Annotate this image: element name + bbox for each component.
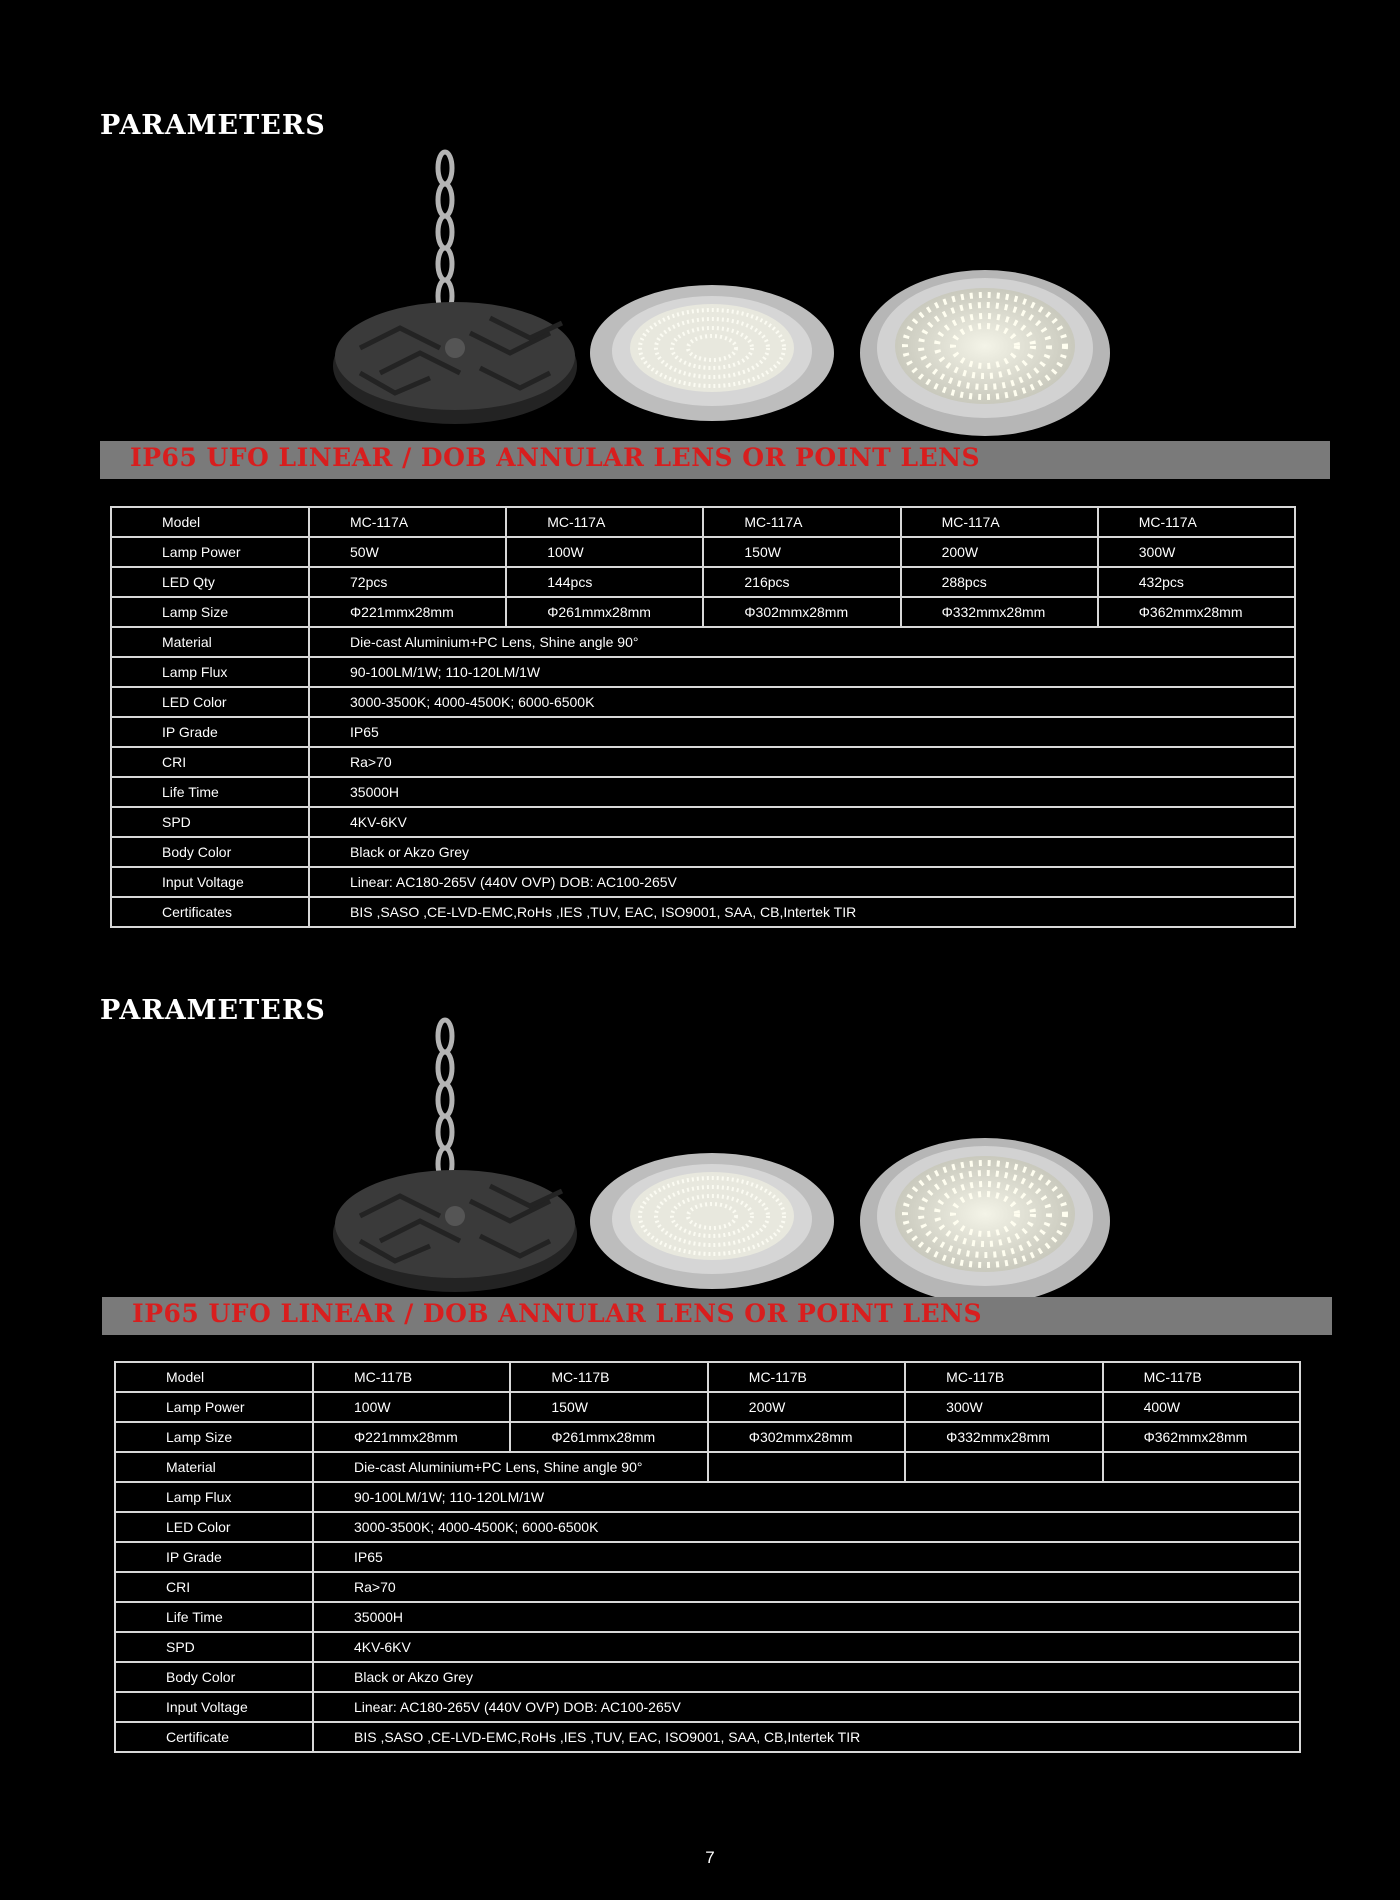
table-cell: MC-117B: [708, 1362, 905, 1392]
empty-cell: [708, 1452, 905, 1482]
empty-cell: [905, 1452, 1102, 1482]
section-heading: PARAMETERS: [100, 110, 326, 141]
table-cell: 90-100LM/1W; 110-120LM/1W: [309, 657, 1295, 687]
spec-table: [114, 1361, 1301, 1753]
table-cell: Φ302mmx28mm: [708, 1422, 905, 1452]
table-cell: MC-117B: [1103, 1362, 1300, 1392]
table-cell: Ra>70: [313, 1572, 1300, 1602]
table-cell: Linear: AC180-265V (440V OVP) DOB: AC100-265V: [313, 1692, 1300, 1722]
table-row: [115, 1632, 1300, 1662]
table-row: [111, 597, 1295, 627]
table-row: [111, 777, 1295, 807]
table-cell: 200W: [901, 537, 1098, 567]
table-cell: IP65: [313, 1542, 1300, 1572]
table-row: [111, 867, 1295, 897]
product-title: IP65 UFO LINEAR / DOB ANNULAR LENS OR POINT LENS: [132, 1299, 983, 1328]
ufo-lamp-product-image: [300, 148, 1150, 438]
table-cell: 50W: [309, 537, 506, 567]
table-cell: Φ362mmx28mm: [1098, 597, 1295, 627]
row-label: CRI: [111, 747, 309, 777]
row-label: Lamp Power: [115, 1392, 313, 1422]
row-label: Material: [115, 1452, 313, 1482]
row-label: Lamp Power: [111, 537, 309, 567]
table-row: [111, 717, 1295, 747]
row-label: Model: [115, 1362, 313, 1392]
table-row: [111, 627, 1295, 657]
table-cell: MC-117A: [309, 507, 506, 537]
table-row: [111, 657, 1295, 687]
table-cell: Φ302mmx28mm: [703, 597, 900, 627]
table-cell: 35000H: [313, 1602, 1300, 1632]
table-cell: Black or Akzo Grey: [309, 837, 1295, 867]
row-label: Life Time: [115, 1602, 313, 1632]
empty-cell: [1103, 1452, 1300, 1482]
table-row: [115, 1422, 1300, 1452]
table-cell: 100W: [313, 1392, 510, 1422]
table-row: [115, 1692, 1300, 1722]
table-cell: 3000-3500K; 4000-4500K; 6000-6500K: [309, 687, 1295, 717]
row-label: Certificate: [115, 1722, 313, 1752]
row-label: LED Color: [115, 1512, 313, 1542]
table-cell: 100W: [506, 537, 703, 567]
row-label: IP Grade: [115, 1542, 313, 1572]
table-row: [115, 1572, 1300, 1602]
table-row: [111, 897, 1295, 927]
table-row: [115, 1392, 1300, 1422]
row-label: SPD: [115, 1632, 313, 1662]
table-cell: Φ261mmx28mm: [510, 1422, 707, 1452]
table-cell: Φ221mmx28mm: [309, 597, 506, 627]
table-row: [115, 1662, 1300, 1692]
table-row: [115, 1362, 1300, 1392]
table-cell: BIS ,SASO ,CE-LVD-EMC,RoHs ,IES ,TUV, EAC, ISO9001, SAA, CB,Intertek TIR: [309, 897, 1295, 927]
row-label: Input Voltage: [111, 867, 309, 897]
table-cell: BIS ,SASO ,CE-LVD-EMC,RoHs ,IES ,TUV, EAC, ISO9001, SAA, CB,Intertek TIR: [313, 1722, 1300, 1752]
table-cell: MC-117A: [506, 507, 703, 537]
row-label: CRI: [115, 1572, 313, 1602]
product-title-band: [100, 441, 1330, 479]
table-cell: Φ362mmx28mm: [1103, 1422, 1300, 1452]
table-cell: MC-117B: [905, 1362, 1102, 1392]
row-label: IP Grade: [111, 717, 309, 747]
row-label: Certificates: [111, 897, 309, 927]
table-cell: MC-117A: [703, 507, 900, 537]
table-cell: 200W: [708, 1392, 905, 1422]
table-cell: 400W: [1103, 1392, 1300, 1422]
table-row: [111, 807, 1295, 837]
table-cell: 35000H: [309, 777, 1295, 807]
table-row: [115, 1482, 1300, 1512]
table-cell: 4KV-6KV: [313, 1632, 1300, 1662]
table-cell: Die-cast Aluminium+PC Lens, Shine angle 90°: [313, 1452, 708, 1482]
row-label: Lamp Flux: [115, 1482, 313, 1512]
row-label: Lamp Size: [115, 1422, 313, 1452]
table-cell: 150W: [510, 1392, 707, 1422]
table-row: [111, 687, 1295, 717]
table-row: [115, 1512, 1300, 1542]
table-cell: 300W: [1098, 537, 1295, 567]
table-row: [111, 537, 1295, 567]
row-label: Material: [111, 627, 309, 657]
table-row: [115, 1722, 1300, 1752]
table-cell: 144pcs: [506, 567, 703, 597]
table-cell: 432pcs: [1098, 567, 1295, 597]
table-row: [115, 1602, 1300, 1632]
table-row: [115, 1542, 1300, 1572]
table-cell: MC-117B: [313, 1362, 510, 1392]
table-cell: 4KV-6KV: [309, 807, 1295, 837]
page-number: 7: [705, 1848, 715, 1867]
table-row: [111, 567, 1295, 597]
table-row: [111, 837, 1295, 867]
table-cell: 150W: [703, 537, 900, 567]
table-cell: Black or Akzo Grey: [313, 1662, 1300, 1692]
table-cell: Φ221mmx28mm: [313, 1422, 510, 1452]
section-heading: PARAMETERS: [100, 995, 326, 1026]
table-row: [111, 747, 1295, 777]
table-cell: IP65: [309, 717, 1295, 747]
row-label: LED Color: [111, 687, 309, 717]
row-label: Life Time: [111, 777, 309, 807]
row-label: Lamp Flux: [111, 657, 309, 687]
table-cell: 72pcs: [309, 567, 506, 597]
row-label: SPD: [111, 807, 309, 837]
table-cell: 90-100LM/1W; 110-120LM/1W: [313, 1482, 1300, 1512]
spec-table: [110, 506, 1296, 928]
row-label: Body Color: [115, 1662, 313, 1692]
table-cell: MC-117A: [901, 507, 1098, 537]
row-label: Input Voltage: [115, 1692, 313, 1722]
table-cell: Φ332mmx28mm: [901, 597, 1098, 627]
product-title: IP65 UFO LINEAR / DOB ANNULAR LENS OR POINT LENS: [130, 443, 981, 472]
table-cell: MC-117A: [1098, 507, 1295, 537]
table-cell: MC-117B: [510, 1362, 707, 1392]
table-cell: Φ261mmx28mm: [506, 597, 703, 627]
product-title-band: [102, 1297, 1332, 1335]
table-cell: Die-cast Aluminium+PC Lens, Shine angle 90°: [309, 627, 1295, 657]
table-cell: 216pcs: [703, 567, 900, 597]
row-label: Lamp Size: [111, 597, 309, 627]
table-cell: Ra>70: [309, 747, 1295, 777]
row-label: Model: [111, 507, 309, 537]
table-row: [115, 1452, 1300, 1482]
ufo-lamp-product-image: [300, 1016, 1150, 1306]
table-cell: 300W: [905, 1392, 1102, 1422]
row-label: LED Qty: [111, 567, 309, 597]
table-cell: Φ332mmx28mm: [905, 1422, 1102, 1452]
row-label: Body Color: [111, 837, 309, 867]
table-cell: Linear: AC180-265V (440V OVP) DOB: AC100-265V: [309, 867, 1295, 897]
table-row: [111, 507, 1295, 537]
table-cell: 288pcs: [901, 567, 1098, 597]
table-cell: 3000-3500K; 4000-4500K; 6000-6500K: [313, 1512, 1300, 1542]
